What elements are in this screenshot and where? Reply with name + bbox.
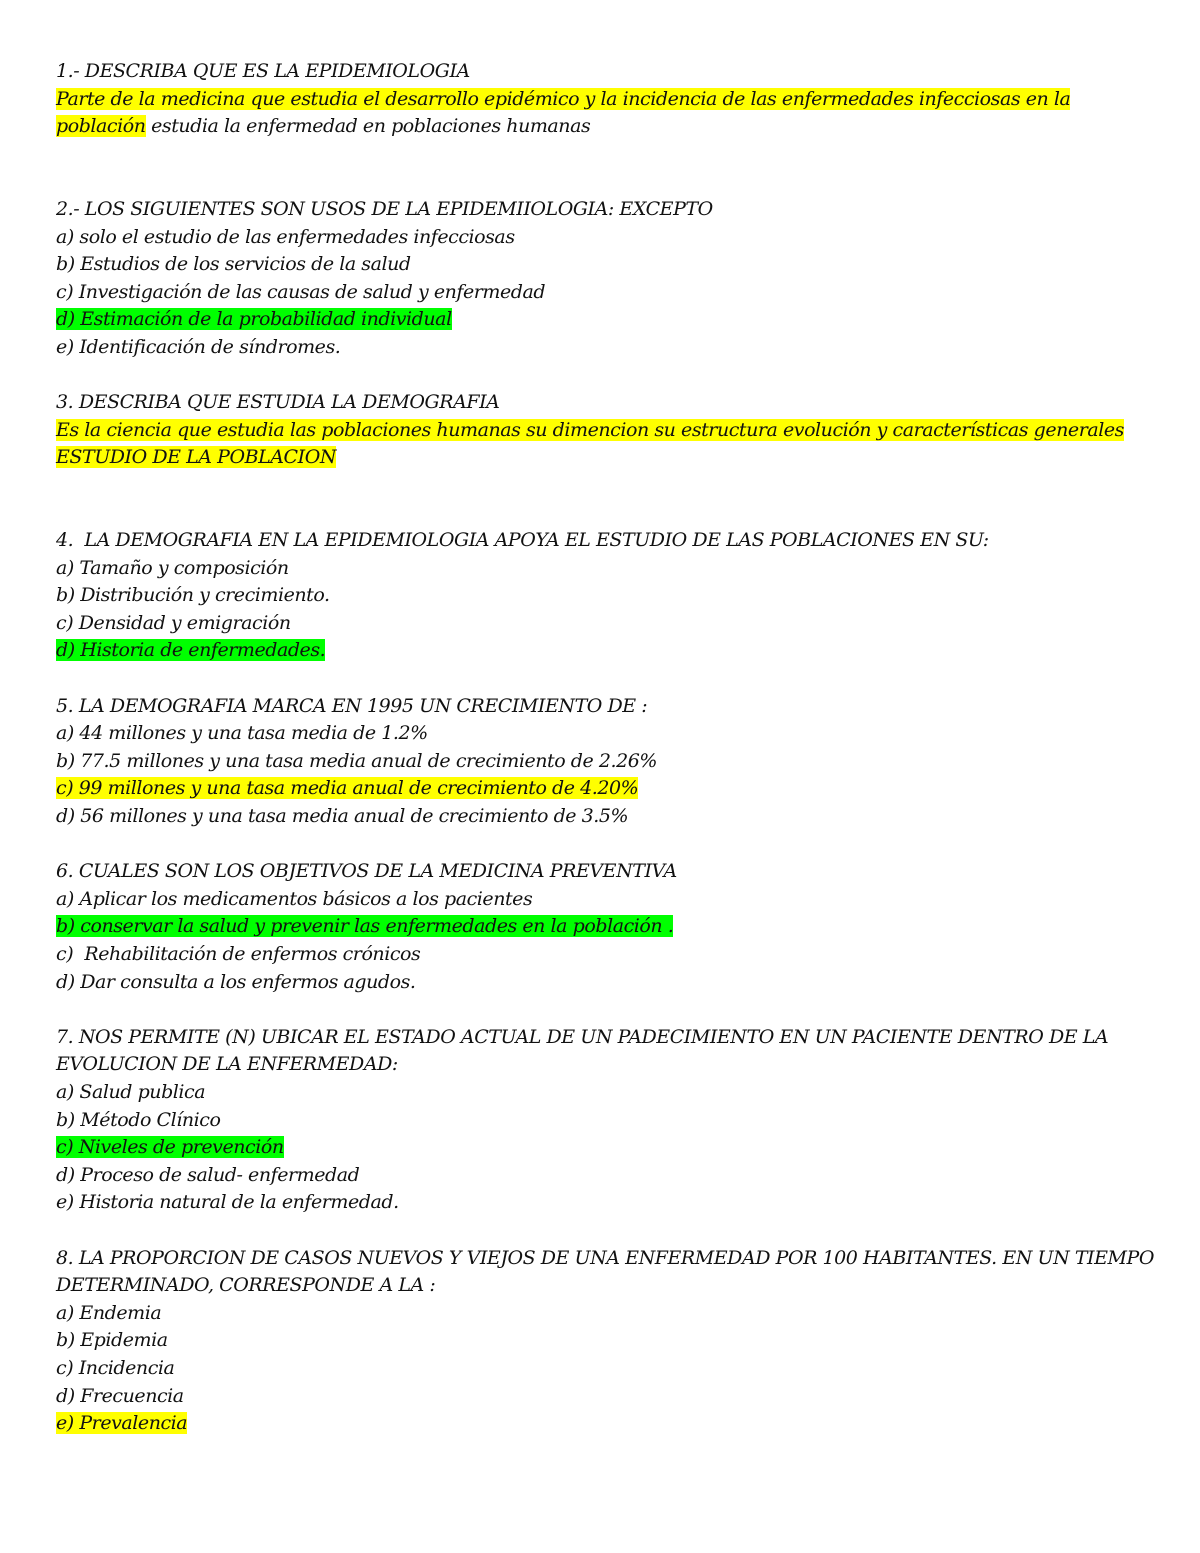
question-7-option-d: d) Proceso de salud- enfermedad [56, 1163, 360, 1186]
question-1-answer-line-1 [56, 86, 1200, 114]
question-1-answer-rest: estudia la enfermedad en poblaciones humanas [145, 115, 591, 138]
question-1-title: 1.- DESCRIBA QUE ES LA EPIDEMIOLOGIA [56, 60, 470, 82]
question-4-option-b: b) Distribución y crecimiento. [56, 584, 330, 607]
question-5-answer-highlight: c) 99 millones y una tasa media anual de crecimiento de 4.20% [56, 777, 639, 800]
question-5-option-a: a) 44 millones y una tasa media de 1.2% [56, 722, 428, 745]
question-7-option-c [56, 1134, 1200, 1162]
question-7-option-a: a) Salud publica [56, 1080, 206, 1103]
question-1-answer-line-2 [56, 113, 1200, 141]
question-1-answer-highlight: Parte de la medicina que estudia el desarrollo epidémico y la incidencia de las enfermedades infecciosas en la [56, 87, 1071, 110]
question-4-option-a: a) Tamaño y composición [56, 556, 289, 579]
question-8-option-c: c) Incidencia [56, 1356, 175, 1379]
question-8-option-b: b) Epidemia [56, 1329, 168, 1352]
question-3-answer-line-1 [56, 417, 1200, 445]
question-3-answer-highlight: Es la ciencia que estudia las poblaciones humanas su dimencion su estructura evolución y características generales [56, 418, 1124, 441]
question-2-option-c: c) Investigación de las causas de salud y enfermedad [56, 280, 546, 303]
question-6-title: 6. CUALES SON LOS OBJETIVOS DE LA MEDICINA PREVENTIVA [56, 860, 677, 883]
question-4-title: 4. LA DEMOGRAFIA EN LA EPIDEMIOLOGIA APOYA EL ESTUDIO DE LAS POBLACIONES EN SU: [56, 529, 989, 552]
question-6-option-b [56, 913, 1200, 941]
question-3-answer-line-2 [56, 444, 1200, 472]
question-1-answer-highlight-word: población [56, 115, 146, 138]
question-7-title-line-1: 7. NOS PERMITE (N) UBICAR EL ESTADO ACTUAL DE UN PADECIMIENTO EN UN PACIENTE DENTRO DE LA [56, 1025, 1109, 1048]
question-2-option-a: a) solo el estudio de las enfermedades infecciosas [56, 225, 515, 248]
question-7-option-b: b) Método Clínico [56, 1108, 221, 1131]
question-8-option-d: d) Frecuencia [56, 1384, 184, 1407]
question-2-option-e: e) Identificación de síndromes. [56, 335, 341, 358]
question-8-title-line-2: DETERMINADO, CORRESPONDE A LA : [56, 1274, 436, 1297]
question-6-option-c: c) Rehabilitación de enfermos crónicos [56, 943, 421, 965]
question-3-answer-highlight-2: ESTUDIO DE LA POBLACION [56, 446, 337, 469]
question-8-answer-highlight: e) Prevalencia [56, 1412, 188, 1435]
question-2-option-b: b) Estudios de los servicios de la salud [56, 253, 411, 276]
question-8-option-e [56, 1410, 1200, 1438]
question-2-option-d [56, 306, 1200, 334]
question-7-title-line-2: EVOLUCION DE LA ENFERMEDAD: [56, 1053, 398, 1076]
question-5-title: 5. LA DEMOGRAFIA MARCA EN 1995 UN CRECIMIENTO DE : [56, 694, 648, 717]
question-6-answer-highlight: b) conservar la salud y prevenir las enfermedades en la población . [56, 915, 674, 938]
question-6-option-d: d) Dar consulta a los enfermos agudos. [56, 970, 416, 993]
question-3-title: 3. DESCRIBA QUE ESTUDIA LA DEMOGRAFIA [56, 391, 500, 414]
question-7-answer-highlight: c) Niveles de prevención [56, 1136, 284, 1159]
question-4-option-d [56, 637, 1200, 665]
question-4-answer-highlight: d) Historia de enfermedades. [56, 639, 326, 662]
question-4-option-c: c) Densidad y emigración [56, 611, 291, 634]
question-5-option-b: b) 77.5 millones y una tasa media anual de crecimiento de 2.26% [56, 749, 657, 772]
question-6-option-a: a) Aplicar los medicamentos básicos a los pacientes [56, 887, 533, 910]
question-7-option-e: e) Historia natural de la enfermedad. [56, 1191, 399, 1214]
question-5-option-c [56, 775, 1200, 803]
question-2-answer-highlight: d) Estimación de la probabilidad individual [56, 308, 452, 331]
question-5-option-d: d) 56 millones y una tasa media anual de crecimiento de 3.5% [56, 805, 629, 828]
question-2-title: 2.- LOS SIGUIENTES SON USOS DE LA EPIDEMIIOLOGIA: EXCEPTO [56, 197, 713, 220]
question-8-option-a: a) Endemia [56, 1301, 162, 1324]
question-8-title-line-1: 8. LA PROPORCION DE CASOS NUEVOS Y VIEJOS DE UNA ENFERMEDAD POR 100 HABITANTES. EN UN TIEMPO [56, 1246, 1154, 1269]
